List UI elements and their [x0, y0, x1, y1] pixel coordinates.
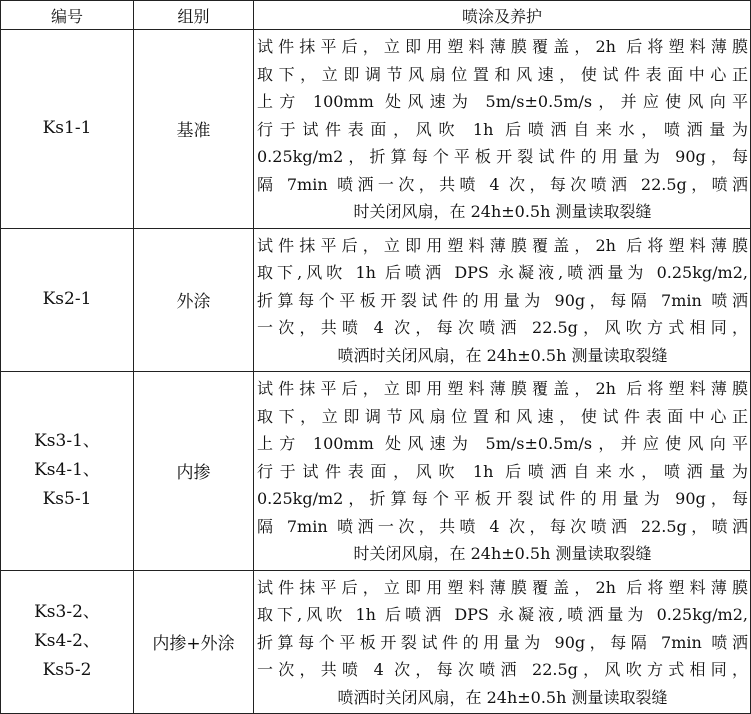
process-line: 行于试件表面，风吹 1h 后喷洒自来水，喷洒量为 [257, 461, 748, 481]
group-cell: 外涂 [134, 228, 254, 372]
process-line: 取下,风吹 1h 后喷洒 DPS 永凝液,喷洒量为 0.25kg/m2, [257, 263, 748, 282]
specimen-code: Ks4-2、 [34, 631, 100, 652]
process-line: 隔 7min 喷洒一次，共喷 4 次，每次喷洒 22.5g，喷洒 [257, 516, 748, 536]
table-row [1, 570, 751, 714]
specimen-code: Ks3-2、 [34, 602, 100, 623]
process-cell [254, 570, 751, 714]
process-cell [254, 228, 751, 372]
process-line: 一次，共喷 4 次，每次喷洒 22.5g，风吹方式相同， [257, 660, 748, 679]
header-code: 编号 [1, 1, 134, 30]
header-row [1, 1, 751, 30]
process-cell [254, 30, 751, 229]
specimen-code: Ks1-1 [42, 118, 92, 139]
specimen-code: Ks5-2 [42, 660, 92, 681]
specimen-code: Ks2-1 [42, 289, 92, 310]
process-line: 试件抹平后，立即用塑料薄膜覆盖，2h 后将塑料薄膜 [257, 379, 748, 398]
process-line: 上方 100mm 处风速为 5m/s±0.5m/s，并应使风向平 [257, 434, 748, 453]
process-line: 试件抹平后，立即用塑料薄膜覆盖，2h 后将塑料薄膜 [257, 577, 748, 597]
group-cell: 内掺 [134, 372, 254, 571]
process-line: 折算每个平板开裂试件的用量为 90g，每隔 7min 喷洒 [257, 632, 748, 652]
table-row [1, 372, 751, 571]
specimen-code-cell [1, 30, 134, 229]
process-line: 0.25kg/m2，折算每个平板开裂试件的用量为 90g，每 [257, 489, 748, 508]
header-process: 喷涂及养护 [254, 1, 751, 30]
specimen-code: Ks3-1、 [34, 431, 100, 452]
process-line: 时关闭风扇，在 24h±0.5h 测量读取裂缝 [353, 202, 652, 221]
table-row [1, 228, 751, 372]
specimen-code: Ks5-1 [42, 489, 92, 510]
specimen-code-cell [1, 570, 134, 714]
process-line: 行于试件表面，风吹 1h 后喷洒自来水，喷洒量为 [257, 119, 748, 139]
process-line: 折算每个平板开裂试件的用量为 90g，每隔 7min 喷洒 [257, 290, 748, 310]
process-line: 喷洒时关闭风扇，在 24h±0.5h 测量读取裂缝 [337, 687, 668, 707]
process-line: 隔 7min 喷洒一次，共喷 4 次，每次喷洒 22.5g，喷洒 [257, 174, 748, 194]
header-group: 组别 [134, 1, 254, 30]
process-line: 取下，立即调节风扇位置和风速，使试件表面中心正 [257, 406, 748, 426]
process-line: 一次，共喷 4 次，每次喷洒 22.5g，风吹方式相同， [257, 318, 748, 337]
process-line: 取下,风吹 1h 后喷洒 DPS 永凝液,喷洒量为 0.25kg/m2, [257, 605, 748, 624]
process-line: 试件抹平后，立即用塑料薄膜覆盖，2h 后将塑料薄膜 [257, 235, 748, 255]
process-line: 上方 100mm 处风速为 5m/s±0.5m/s，并应使风向平 [257, 92, 748, 111]
process-cell [254, 372, 751, 571]
specimen-code-cell [1, 228, 134, 372]
process-line: 喷洒时关闭风扇，在 24h±0.5h 测量读取裂缝 [337, 345, 668, 365]
specimen-code-cell [1, 372, 134, 571]
process-line: 取下，立即调节风扇位置和风速，使试件表面中心正 [257, 64, 748, 84]
group-cell: 基准 [134, 30, 254, 229]
process-line: 0.25kg/m2，折算每个平板开裂试件的用量为 90g，每 [257, 147, 748, 166]
process-line: 试件抹平后，立即用塑料薄膜覆盖，2h 后将塑料薄膜 [257, 37, 748, 56]
group-cell: 内掺+外涂 [134, 570, 254, 714]
specimen-code: Ks4-1、 [34, 460, 100, 481]
process-line: 时关闭风扇，在 24h±0.5h 测量读取裂缝 [353, 544, 652, 563]
table-row [1, 30, 751, 229]
